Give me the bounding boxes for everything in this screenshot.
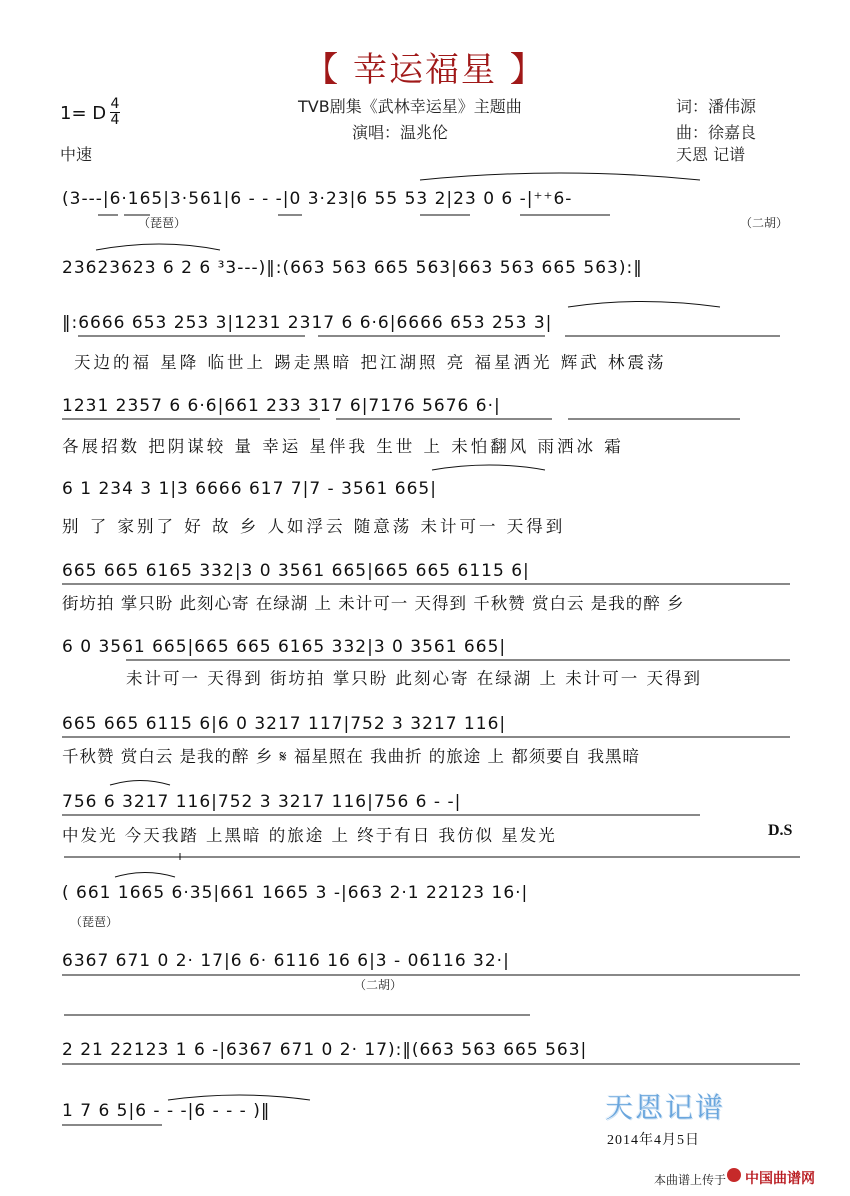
time-bottom: 4 [110,112,120,128]
brand-link[interactable]: 中国曲谱网 [745,1171,815,1187]
pipa-annotation-2: （琵琶） [70,915,119,929]
erhu-annotation-2: （二胡） [354,978,403,992]
pipa-annotation: （琵琶） [138,216,187,230]
score-row-7: 6 0 3561 665|665 665 6165 332|3 0 3561 665| [62,637,507,657]
lyrics-row-9: 中发光 今天我踏 上黑暗 的旅途 上 终于有日 我仿似 星发光 [62,826,557,845]
score-row-13: 1 7 6 5|6 - - -|6 - - - )‖ [62,1101,271,1121]
score-row-1: (3---|6·165|3·561|6 - - -|0 3·23|6 55 53 2|23 0 6 -|⁺⁺6- [62,189,573,209]
score-row-3: ‖:6666 653 253 3|1231 2317 6 6·6|6666 653 253 3| [62,313,553,333]
subtitle: TVB剧集《武林幸运星》主题曲 [298,97,522,116]
score-row-9: 756 6 3217 116|752 3 3217 116|756 6 - -| [62,792,462,812]
lyrics-row-8: 千秋赞 赏白云 是我的醉 乡 𝄋 福星照在 我曲折 的旅途 上 都须要自 我黑暗 [62,747,641,766]
watermark: 天恩记谱 [605,1091,726,1124]
transcriber: 天恩 记谱 [676,145,746,164]
score-row-10: ( 661 1665 6·35|661 1665 3 -|663 2·1 22123 16·| [62,883,529,903]
score-row-11: 6367 671 0 2· 17|6 6· 6116 16 6|3 - 06116 32·| [62,951,510,971]
slur [110,781,170,786]
lyrics-row-7: 未计可一 天得到 街坊拍 掌只盼 此刻心寄 在绿湖 上 未计可一 天得到 [126,669,702,688]
slur [115,873,175,878]
score-row-6: 665 665 6165 332|3 0 3561 665|665 665 6115 6| [62,561,530,581]
slur [568,302,720,308]
erhu-annotation: （二胡） [740,216,789,230]
slur [168,1095,310,1100]
upload-note: 本曲谱上传于 [654,1173,727,1187]
lyrics-row-6: 街坊拍 掌只盼 此刻心寄 在绿湖 上 未计可一 天得到 千秋赞 赏白云 是我的醉 乡 [62,594,685,613]
lyrics-row-4: 各展招数 把阴谋较 量 幸运 星伴我 生世 上 未怕翻风 雨洒冰 霜 [62,437,624,456]
score-row-2: 23623623 6 2 6 ³3---)‖:(663 563 665 563|663 563 665 563):‖ [62,258,643,278]
slur [420,173,700,180]
score-row-5: 6 1 234 3 1|3 6666 617 7|7 - 3561 665| [62,479,437,499]
singer: 演唱：温兆伦 [352,123,449,142]
score-row-4: 1231 2357 6 6·6|661 233 317 6|7176 5676 6·| [62,396,501,416]
composer: 曲：徐嘉良 [676,123,757,142]
ds-marking: D.S [768,822,793,839]
page-title: 【 幸运福星 】 [304,50,546,90]
slur [96,244,220,250]
score-row-8: 665 665 6115 6|6 0 3217 117|752 3 3217 116| [62,714,507,734]
slur [432,465,545,470]
time-top: 4 [110,96,120,112]
key-signature: 1= D [60,103,107,124]
brand-logo-icon [727,1168,741,1182]
lyrics-row-5: 别 了 家别了 好 故 乡 人如浮云 随意荡 未计可一 天得到 [62,517,566,536]
lyricist: 词：潘伟源 [676,97,757,116]
date: 2014年4月5日 [607,1133,700,1148]
tempo: 中速 [60,145,93,164]
lyrics-row-3: 天边的福 星降 临世上 踢走黑暗 把江湖照 亮 福星洒光 辉武 林震荡 [74,353,667,372]
score-row-12: 2 21 22123 1 6 -|6367 671 0 2· 17):‖(663 563 665 563| [62,1040,588,1060]
